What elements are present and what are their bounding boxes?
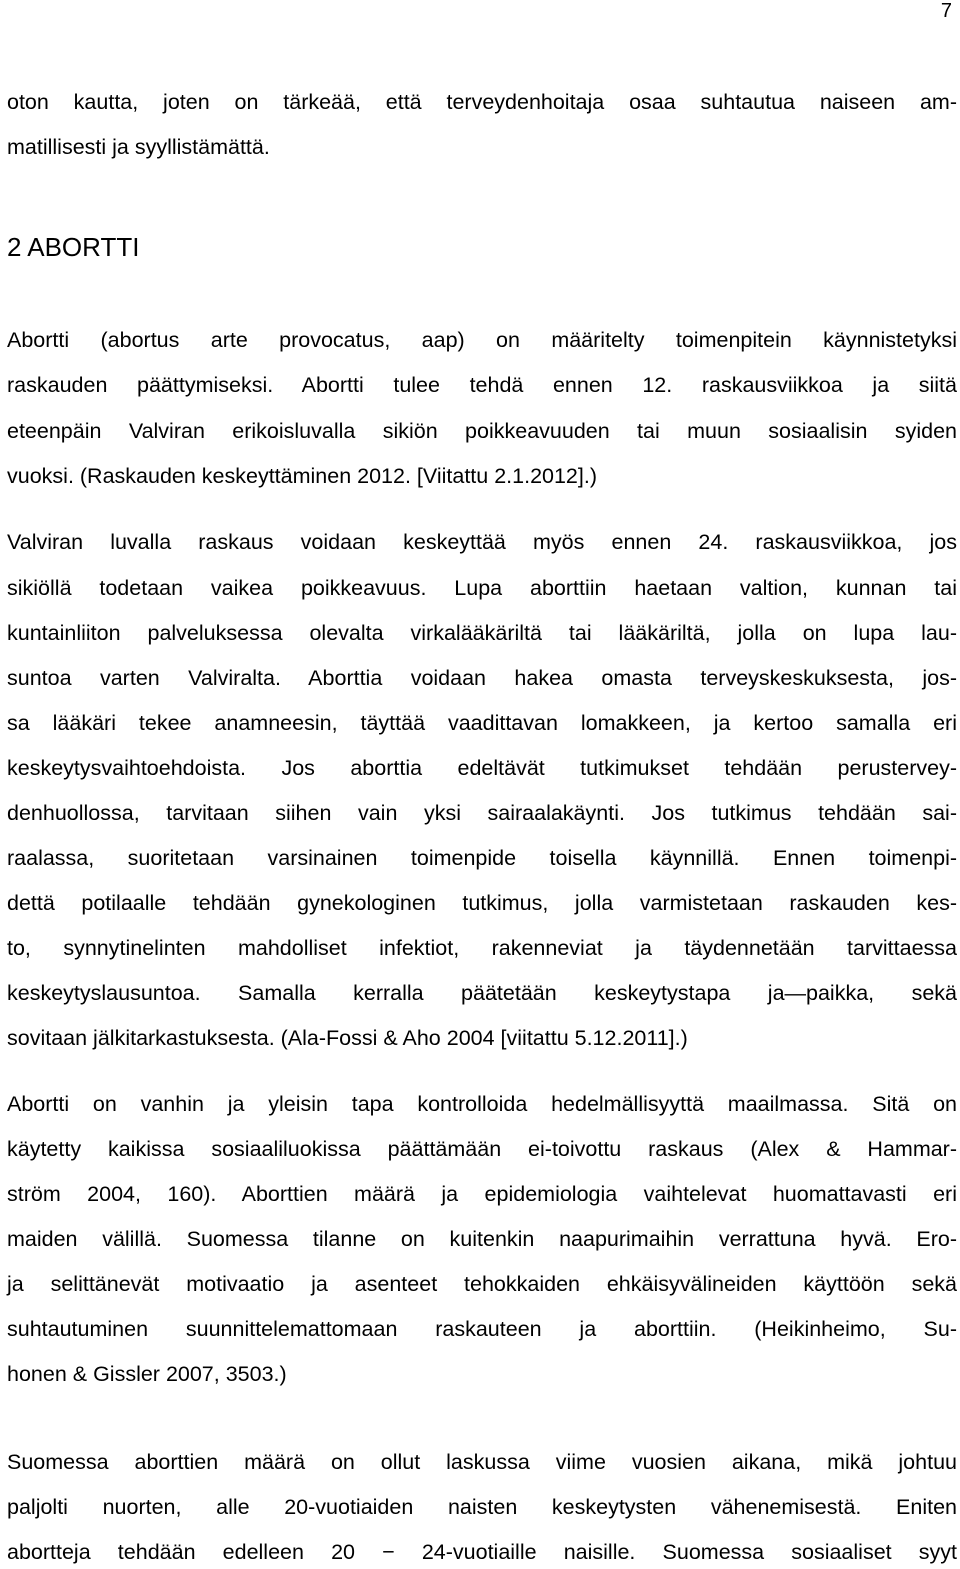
text-line: Valviran luvalla raskaus voidaan keskeyttää myös ennen 24. raskausviikkoa, jos — [7, 530, 957, 554]
text-line: denhuollossa, tarvitaan siihen vain yksi sairaalakäynti. Jos tutkimus tehdään sai- — [7, 801, 957, 825]
text-line: kuntainliiton palveluksessa olevalta virkalääkäriltä tai lääkäriltä, jolla on lupa lau- — [7, 621, 957, 645]
text-line: Abortti (abortus arte provocatus, aap) on määritelty toimenpitein käynnistetyksi — [7, 328, 957, 352]
text-line: suhtautuminen suunnittelemattomaan raskauteen ja aborttiin. (Heikinheimo, Su- — [7, 1317, 957, 1341]
text-line: ström 2004, 160). Aborttien määrä ja epidemiologia vaihtelevat huomattavasti eri — [7, 1182, 957, 1206]
text-line: abortteja tehdään edelleen 20 − 24-vuotiaille naisille. Suomessa sosiaaliset syyt — [7, 1540, 957, 1564]
text-line: matillisesti ja syyllistämättä. — [7, 135, 270, 159]
text-line: Suomessa aborttien määrä on ollut laskussa viime vuosien aikana, mikä johtuu — [7, 1450, 957, 1474]
text-line: honen & Gissler 2007, 3503.) — [7, 1362, 287, 1386]
text-line: maiden välillä. Suomessa tilanne on kuitenkin naapurimaihin verrattuna hyvä. Ero- — [7, 1227, 957, 1251]
text-line: raalassa, suoritetaan varsinainen toimenpide toisella käynnillä. Ennen toimenpi- — [7, 846, 957, 870]
page-number: 7 — [940, 0, 952, 22]
text-line: sa lääkäri tekee anamneesin, täyttää vaadittavan lomakkeen, ja kertoo samalla eri — [7, 711, 957, 735]
text-line: käytetty kaikissa sosiaaliluokissa päättämään ei-toivottu raskaus (Alex & Hammar- — [7, 1137, 957, 1161]
text-line: ja selittänevät motivaatio ja asenteet tehokkaiden ehkäisyvälineiden käyttöön sekä — [7, 1272, 957, 1296]
text-line: eteenpäin Valviran erikoisluvalla sikiön poikkeavuuden tai muun sosiaalisin syiden — [7, 419, 957, 443]
text-line: Abortti on vanhin ja yleisin tapa kontrolloida hedelmällisyyttä maailmassa. Sitä on — [7, 1092, 957, 1116]
text-line: suntoa varten Valviralta. Aborttia voidaan hakea omasta terveyskeskuksesta, jos- — [7, 666, 957, 690]
text-line: oton kautta, joten on tärkeää, että terveydenhoitaja osaa suhtautua naiseen am- — [7, 90, 957, 114]
text-line: paljolti nuorten, alle 20-vuotiaiden naisten keskeytysten vähenemisestä. Eniten — [7, 1495, 957, 1519]
text-line: keskeytysvaihtoehdoista. Jos aborttia edeltävät tutkimukset tehdään perustervey- — [7, 756, 957, 780]
text-line: vuoksi. (Raskauden keskeyttäminen 2012. [Viitattu 2.1.2012].) — [7, 464, 598, 488]
section-heading: 2 ABORTTI — [7, 232, 140, 262]
text-line: sikiöllä todetaan vaikea poikkeavuus. Lupa aborttiin haetaan valtion, kunnan tai — [7, 576, 957, 600]
text-line: raskauden päättymiseksi. Abortti tulee tehdä ennen 12. raskausviikkoa ja siitä — [7, 373, 957, 397]
text-line: dettä potilaalle tehdään gynekologinen tutkimus, jolla varmistetaan raskauden kes- — [7, 891, 957, 915]
text-line: to, synnytinelinten mahdolliset infektiot, rakenneviat ja täydennetään tarvittaessa — [7, 936, 957, 960]
text-line: keskeytyslausuntoa. Samalla kerralla päätetään keskeytystapa ja—paikka, sekä — [7, 981, 957, 1005]
text-line: sovitaan jälkitarkastuksesta. (Ala-Fossi & Aho 2004 [viitattu 5.12.2011].) — [7, 1026, 688, 1050]
